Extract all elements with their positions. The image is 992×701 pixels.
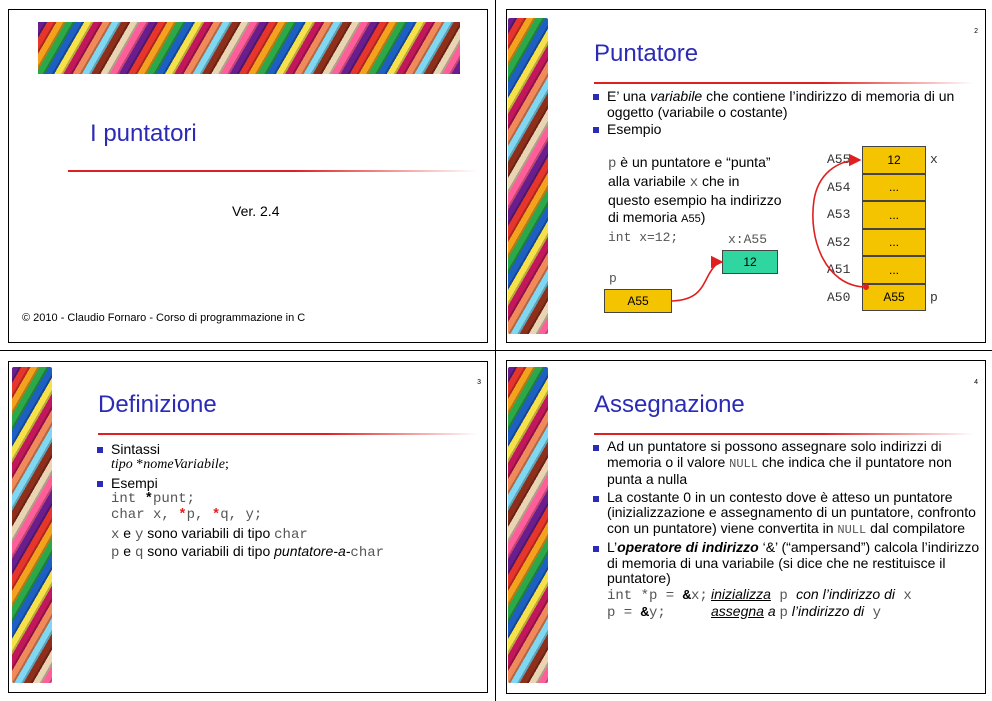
decorative-strip [12,367,52,683]
version-text: Ver. 2.4 [232,203,280,219]
page-number: 3 [477,379,481,386]
text: Ad un puntatore si possono assegnare solo indirizzi di memoria o il valore [607,438,942,470]
code-text: x; [691,587,708,604]
arrow-a50-to-a55 [813,160,864,287]
slide-2 [496,0,992,351]
memory-variable-name: x [930,152,938,167]
syntax-line [95,457,485,473]
text: La costante 0 in un contesto dove è atteso un puntatore (inizializzazione e assegnamento di un puntatore, confronto con un puntatore) viene convertita in [607,488,976,536]
bullet-item: Esempi [95,475,485,491]
bullet-list [95,441,485,561]
title-underline [68,170,478,172]
memory-cell: 12 [862,146,926,174]
text: Esempio [607,121,662,137]
memory-variable-name: p [930,289,938,305]
code-line [95,491,485,507]
text: che indica che il puntatore non punta a nulla [607,453,952,487]
x-label: x:A55 [728,232,768,247]
code-text: & [682,587,692,604]
code-text: char x, [111,507,179,523]
code-text: p [608,156,617,172]
code-text: int [111,491,145,507]
example-row [591,587,981,604]
memory-address: A55 [827,152,851,167]
code-text: char [274,527,308,543]
p-value-box: A55 [604,289,672,313]
text: questo esempio ha indirizzo [608,192,782,208]
text: che contiene l’indirizzo di memoria di un oggetto (variabile o costante) [607,88,955,120]
page-number: 2 [974,28,978,35]
bullet-item [591,439,981,488]
example-comment [711,587,912,605]
title-underline [594,433,974,435]
text: * [132,457,144,472]
text: che in [698,173,740,189]
text-line [95,543,485,561]
text: ‘&’ (“ampersand”) calcola l’indirizzo di memoria di una variabile (si dice che ne restituisce il puntatore) [607,539,980,586]
code-text: q [134,545,144,561]
text: nomeVariabile [143,457,225,472]
text: è un puntatore e “punta” [616,154,771,170]
memory-address: A51 [827,262,851,277]
slide-4 [496,351,992,701]
arrow-origin-dot [863,284,869,290]
decorative-strip [508,367,548,683]
text: alla variabile [608,173,690,189]
text: puntatore-a- [274,543,351,559]
title-underline [98,433,478,435]
code-text: q, y; [220,507,263,523]
code-text: punt; [153,491,196,507]
arrow-p-to-x [672,262,722,301]
code-text: x [111,527,120,543]
text: sono variabili di tipo [143,543,275,559]
memory-cell: ... [862,174,926,202]
slide-3 [0,351,496,701]
code-text: p [111,545,120,561]
memory-cell: ... [862,256,926,284]
code-text: p = [607,604,641,621]
bullet-item [591,540,981,587]
slide-title: Puntatore [594,40,699,67]
text: con l’indirizzo di [796,585,895,602]
x-value-box: 12 [722,250,778,274]
text: dal compilatore [866,519,966,536]
memory-cell: ... [862,229,926,257]
text: di memoria [608,209,682,225]
text: inizializza [711,585,771,602]
code-text: & [640,604,650,621]
code-text: * [211,507,221,523]
code-text: NULL [729,456,758,471]
decorative-banner [38,22,460,74]
code-line [95,507,485,523]
p-label: p [609,271,617,286]
memory-address: A52 [827,234,851,250]
text: A55 [681,213,701,225]
code-text: * [178,507,187,523]
memory-address: A53 [827,207,851,222]
text: a [763,602,780,619]
page-number: 4 [974,379,978,386]
text: assegna [711,602,764,619]
code-text: x [689,175,699,191]
memory-address: A54 [827,179,851,195]
bullet-item [591,490,981,539]
text: ) [700,209,706,225]
bullet-list [591,439,981,621]
slide-title: Assegnazione [594,391,745,418]
text: ; [224,457,229,472]
example-row [591,604,981,621]
text: variabile [650,88,703,104]
bullet-item: Sintassi [95,441,485,457]
text: sono variabili di tipo [143,525,275,541]
code-text: p [779,604,788,621]
slide-1 [0,0,496,351]
example-comment [711,604,881,622]
slide-title: I puntatori [90,120,197,147]
memory-cell: A55 [862,284,926,312]
text: L’ [607,539,618,555]
code-line: int x=12; [608,230,679,245]
code-text: * [144,491,154,507]
slide-title: Definizione [98,391,217,418]
pointer-arrows [496,0,992,351]
text: tipo [111,457,133,472]
memory-address: A50 [827,289,851,305]
memory-cell: ... [862,201,926,229]
text: E’ una [607,88,651,104]
code-text: char [350,545,385,561]
text: l’indirizzo di [787,602,865,619]
text: e [119,525,135,541]
code-text: int *p = [607,587,683,604]
text: operatore di indirizzo [617,539,759,555]
text: e [119,543,135,559]
code-text: p, [186,507,212,523]
text-line [95,525,485,543]
code-text: p [770,587,797,604]
code-text: x [894,587,912,604]
footer-text: © 2010 - Claudio Fornaro - Corso di programmazione in C [22,312,306,324]
code-text: NULL [837,522,867,537]
code-text: y [864,604,881,621]
code-text: y; [649,604,666,621]
code-text: y [134,527,144,543]
